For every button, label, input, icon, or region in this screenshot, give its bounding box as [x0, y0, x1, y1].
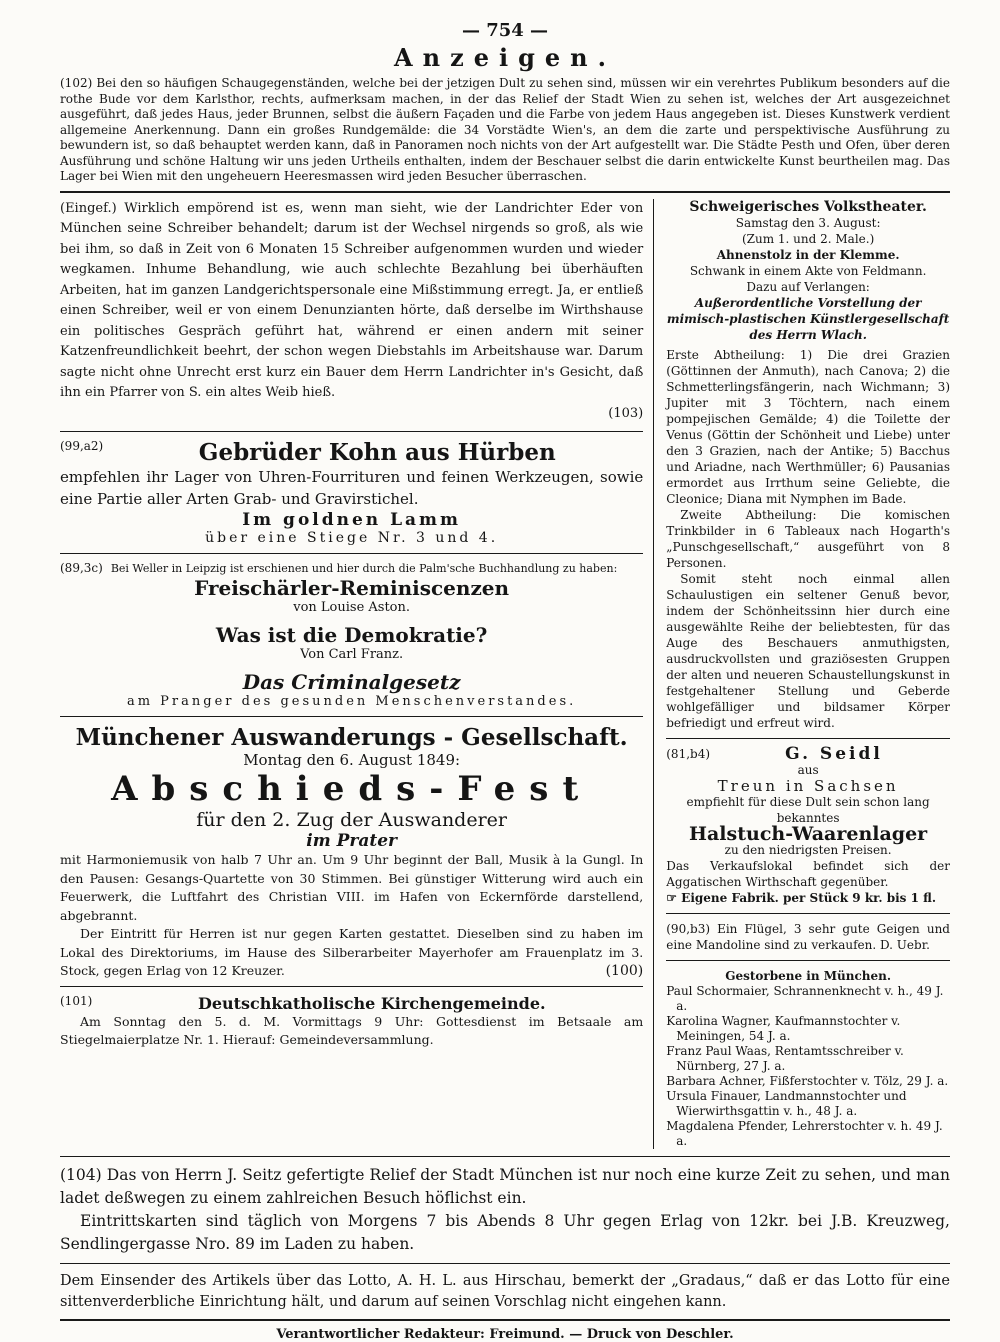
- ad-seidl: [666, 743, 950, 906]
- ad-103-number: (103): [608, 405, 644, 421]
- theater-special: Außerordentliche Vorstellung der mimisch-plastischen Künstlergesellschaft des Herrn Wlach.: [666, 295, 950, 342]
- list-item: Magdalena Pfender, Lehrerstochter v. h. 49 J. a.: [666, 1118, 943, 1148]
- book-title-1: Freischärler-Reminiscenzen: [194, 576, 510, 600]
- divider: [60, 986, 643, 987]
- ad-title: Deutschkatholische Kirchengemeinde.: [197, 993, 546, 1013]
- theater-play: Ahnenstolz in der Klemme.: [716, 247, 900, 262]
- ad-body: mit Harmoniemusik von halb 7 Uhr an. Um 9 Uhr beginnt der Ball, Musik à la Gungl. In den Pausen: Gesangs-Quartette von 30 Stimmen. Bei günstiger Witterung wird auch ein Feuerwerk, die Luftfahrt des Christian VIII. im Hafen von Eckernförde darstellend, abgebrannt.: [60, 852, 644, 923]
- ad-body: Am Sonntag den 5. d. M. Vormittags 9 Uhr: Gottesdienst im Betsaale am Stiegelmaierplatze Nr. 1. Hierauf: Gemeindeversammlung.: [60, 1013, 644, 1047]
- ad-place: Treun in Sachsen: [717, 776, 899, 795]
- section-heading: Anzeigen.: [394, 43, 616, 72]
- deaths-list: [666, 984, 950, 1149]
- ad-104-p2: Eintrittskarten sind täglich von Morgens 7 bis Abends 8 Uhr gegen Erlag von 12kr. bei J.B. Kreuzweg, Sendlingergasse Nro. 89 im Laden zu haben.: [60, 1211, 950, 1253]
- ad-aus: aus: [797, 762, 819, 777]
- ad-104-p1: (104) Das von Herrn J. Seitz gefertigte Relief der Stadt München ist nur noch eine kurze Zeit zu sehen, und man ladet deßwegen zu einem zahlreichen Besuch höflichst ein.: [60, 1165, 950, 1207]
- divider: [666, 913, 950, 914]
- page-number: — 754 —: [461, 20, 549, 41]
- theater-title: Schweigerisches Volkstheater.: [689, 198, 927, 215]
- book-title-2: Was ist die Demokratie?: [215, 623, 488, 647]
- ad-fabrik: ☞ Eigene Fabrik. per Stück 9 kr. bis 1 fl.: [666, 890, 937, 905]
- ad-sign: Im goldnen Lamm: [242, 510, 462, 530]
- divider: [60, 716, 643, 717]
- deaths-title: Gestorbene in München.: [725, 968, 892, 983]
- ad-title: Gebrüder Kohn aus Hürben: [198, 439, 556, 466]
- right-column: [654, 199, 950, 1149]
- divider: [60, 1319, 950, 1321]
- ad-intro: empfiehlt für diese Dult sein schon lang bekanntes: [686, 794, 930, 825]
- book-title-3: Das Criminalgesetz: [242, 670, 461, 694]
- ad-muenchen: [60, 724, 643, 979]
- divider: [60, 191, 950, 193]
- book-subtitle-3: am Pranger des gesunden Menschenverstandes.: [126, 694, 577, 709]
- theater-closing: Somit steht noch einmal allen Schaulustigen ein seltener Genuß bevor, indem der Schönheitssinn hier durch eine ausgewählte Reihe der beliebtesten, für das Auge des Beschauers anmuthigsten, ausdruckvollsten und graziösesten Gruppen der alten und neueren Schaustellungskunst in festgehaltener Stellung und Geberde wohlgefälliger und bildsamer Körper befriedigt und erfreut wird.: [666, 571, 950, 730]
- theater-description: Schwank in einem Akte von Feldmann.: [689, 263, 927, 278]
- theater-performance: (Zum 1. und 2. Male.): [741, 231, 875, 246]
- two-columns: [60, 199, 950, 1149]
- einsender-note: Dem Einsender des Artikels über das Lotto, A. H. L. aus Hirschau, bemerkt der „Gradaus,“ daß er das Lotto für eine sittenverderbliche Einrichtung hält, und darum auf seinen Vorschlag nicht eingehen kann.: [60, 1272, 950, 1310]
- theater-date: Samstag den 3. August:: [735, 215, 881, 230]
- fest-place: im Prater: [306, 831, 397, 851]
- newspaper-page: [60, 12, 950, 1342]
- divider: [60, 553, 643, 554]
- ad-body: empfehlen ihr Lager von Uhren-Fourrituren und feinen Werkzeugen, sowie eine Partie aller Arten Grab- und Gravirstichel.: [60, 468, 644, 508]
- list-item: Ursula Finauer, Landmannstochter und Wierwirthsgattin v. h., 48 J. a.: [666, 1088, 907, 1118]
- book-author-2: Von Carl Franz.: [300, 647, 404, 662]
- ad-title: G. Seidl: [785, 743, 883, 764]
- list-item: Paul Schormaier, Schrannenknecht v. h., 49 J. a.: [666, 983, 944, 1013]
- ad-shop-title: Halstuch-Waarenlager: [689, 822, 928, 845]
- left-column: [60, 199, 654, 1149]
- ad-intro: Bei Weller in Leipzig ist erschienen und hier durch die Palm'sche Buchhandlung zu haben:: [110, 562, 618, 575]
- ad-number: (81,b4): [666, 746, 711, 761]
- ad-address: über eine Stiege Nr. 3 und 4.: [205, 530, 499, 546]
- theater-request: Dazu auf Verlangen:: [746, 279, 870, 294]
- ad-date: Montag den 6. August 1849:: [243, 751, 461, 769]
- list-item: Karolina Wagner, Kaufmannstochter v. Meiningen, 54 J. a.: [666, 1013, 901, 1043]
- divider: [666, 960, 950, 961]
- ad-kohn: [60, 439, 643, 546]
- ad-deutschkatholisch: [60, 994, 643, 1049]
- fest-subtitle: für den 2. Zug der Auswanderer: [196, 809, 507, 831]
- ad-title: Münchener Auswanderungs - Gesellschaft.: [75, 724, 628, 751]
- footer-imprint: Verantwortlicher Redakteur: Freimund. — Druck von Deschler.: [276, 1326, 734, 1342]
- theater-part-1: Erste Abtheilung: 1) Die drei Grazien (Göttinnen der Anmuth), nach Canova; 2) die Schmetterlingsfängerin, nach Wichmann; 3) Jupiter mit 3 Töchtern, nach einem pompejischen Gemälde; 4) die Toilette der Venus (Göttin der Schönheit und Liebe) unter den 3 Grazien, nach der Antike; 5) Bacchus und Ariadne, nach Werthmüller; 6) Pausanias ermordet aus Irrthum seine Geliebte, die Cleonice; Diana mit Nymphen im Bade.: [666, 347, 950, 506]
- divider: [60, 1263, 950, 1264]
- ad-location: Das Verkaufslokal befindet sich der Aggatischen Wirthschaft gegenüber.: [666, 858, 950, 889]
- ad-number: (89,3c): [60, 561, 103, 575]
- ad-fluegel: (90,b3) Ein Flügel, 3 sehr gute Geigen und eine Mandoline sind zu verkaufen. D. Uebr.: [666, 921, 950, 952]
- ad-number: (101): [60, 993, 93, 1008]
- divider: [60, 1156, 950, 1157]
- ad-103-text: (Eingef.) Wirklich empörend ist es, wenn man sieht, wie der Landrichter Eder von München seine Schreiber behandelt; darum ist der Wechsel nirgends so groß, als wie bei ihm, so daß in Zeit von 6 Monaten 15 Schreiber aufgenommen wurden und wieder wegkamen. Inhume Behandlung, wie auch schlechte Bezahlung bei überhäuften Arbeiten, hat im ganzen Landgerichtspersonale eine Mißstimmung erregt. Ja, er entließ einen Schreiber, weil er von einem Denunzianten hörte, daß derselbe im Wirthshause ein politisches Gespräch geführt hat, während er einen andern mit seiner Katzenfreundlichkeit beehrt, der schon wegen Diebstahls im Arbeitshause war. Darum sagte nicht ohne Unrecht erst kurz ein Bauer dem Herrn Landrichter in's Gesicht, daß ihn ein Pfarrer von S. ein altes Weib hieß.: [60, 200, 644, 400]
- theater-part-2: Zweite Abtheilung: Die komischen Trinkbilder in 6 Tableaux nach Hogarth's „Punschgesellschaft,“ ausgeführt von 8 Personen.: [666, 507, 950, 570]
- fest-title: Abschieds-Fest: [111, 769, 593, 809]
- divider: [666, 738, 950, 739]
- ad-weller: [60, 561, 643, 709]
- ad-number: (99,a2): [60, 439, 104, 453]
- ad-102: (102) Bei den so häufigen Schaugegenständen, welche bei der jetzigen Dult zu sehen sind, müssen wir ein verehrtes Publikum besonders auf die rothe Bude vor dem Karlsthor, rechts, aufmerksam machen, in der das Relief der Stadt Wien zu sehen ist, welches der Art ausgezeichnet ausgeführt, daß jedes Haus, jeder Brunnen, selbst die äußern Façaden und die Farbe von jedem Haus angegeben ist. Dieses Kunstwerk verdient allgemeine Anerkennung. Dann ein großes Rundgemälde: die 34 Vorstädte Wien's, an dem die zarte und perspektivische Ausführung zu bewundern ist, so daß behauptet werden kann, daß in Panoramen noch nichts von der Art aufgestellt war. Die Städte Pesth und Ofen, über deren Ausführung und schöne Haltung wir uns jeden Urtheils enthalten, indem der Beschauer selbst die darin entwickelte Kunst beurtheilen mag. Das Lager bei Wien mit den ungeheuern Heeresmassen wird jeden Besucher überraschen.: [60, 76, 950, 183]
- list-item: Franz Paul Waas, Rentamtsschreiber v. Nürnberg, 27 J. a.: [666, 1043, 904, 1073]
- ad-number: (100): [605, 962, 644, 979]
- deaths: [666, 968, 950, 1149]
- book-author-1: von Louise Aston.: [293, 600, 411, 615]
- ad-price: zu den niedrigsten Preisen.: [724, 842, 892, 857]
- divider: [60, 431, 643, 432]
- list-item: Barbara Achner, Fißferstochter v. Tölz, 29 J. a.: [666, 1073, 949, 1088]
- ad-body: Der Eintritt für Herren ist nur gegen Karten gestattet. Dieselben sind zu haben im Lokal des Direktoriums, im Hause des Silberarbeiter Mayerhofer am Frauenplatz im 3. Stock, gegen Erlag von 12 Kreuzer.: [60, 926, 644, 978]
